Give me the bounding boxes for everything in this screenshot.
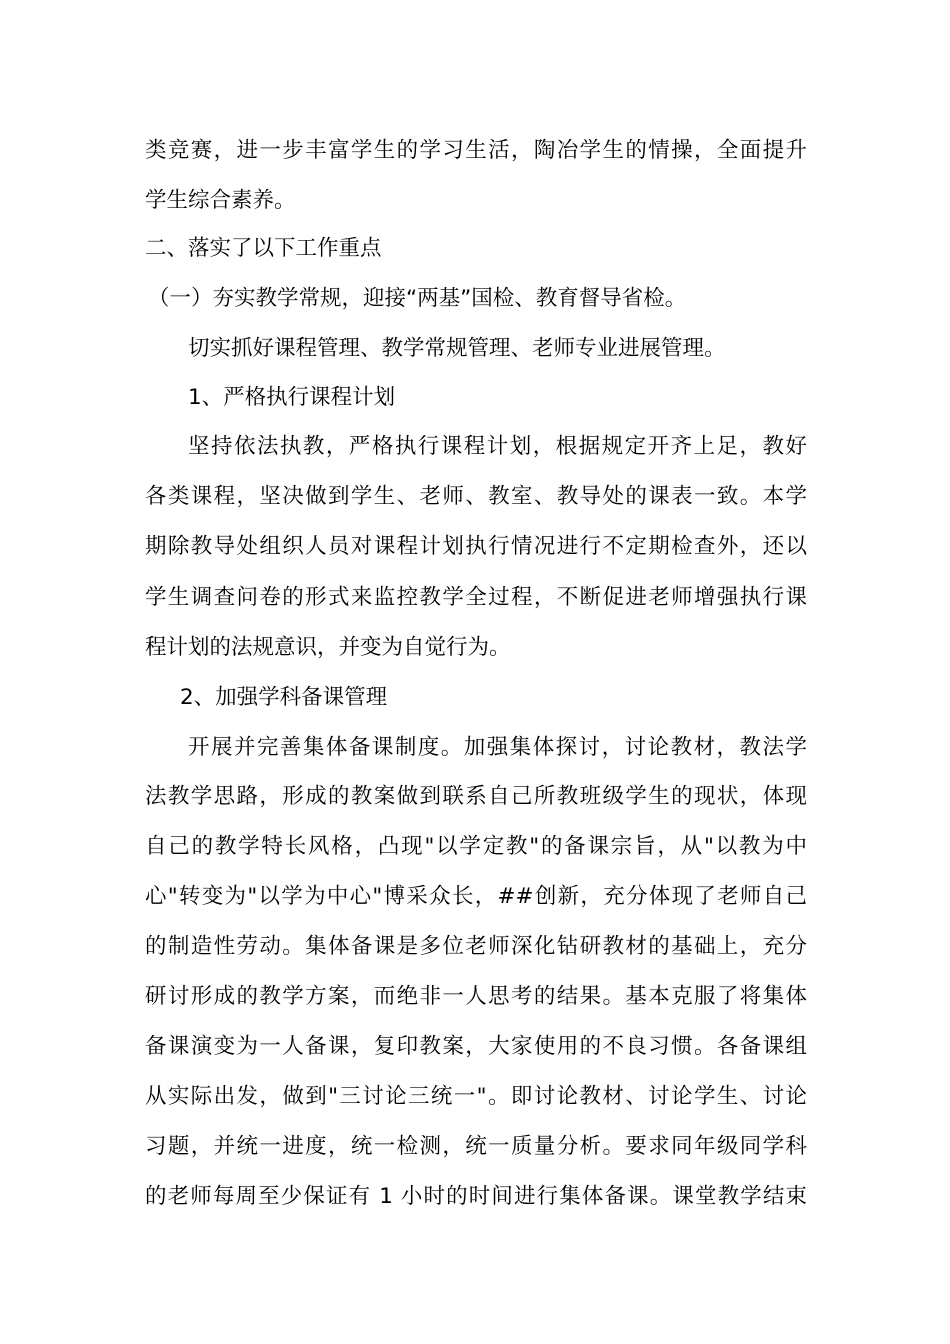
text-line: 坚持依法执教，严格执行课程计划，根据规定开齐上足，教好: [188, 434, 807, 459]
text-line: 的制造性劳动。集体备课是多位老师深化钻研教材的基础上，充分: [145, 934, 807, 959]
text-line: 程计划的法规意识，并变为自觉行为。: [145, 635, 511, 660]
text-line: 学生调查问卷的形式来监控教学全过程，不断促进老师增强执行课: [145, 585, 807, 610]
text-line: 习题，并统一进度，统一检测，统一质量分析。要求同年级同学科: [145, 1134, 807, 1159]
text-line: 从实际出发，做到"三讨论三统一"。即讨论教材、讨论学生、讨论: [145, 1084, 807, 1109]
text-line: 期除教导处组织人员对课程计划执行情况进行不定期检查外，还以: [145, 534, 807, 559]
text-line: 学生综合素养。: [145, 188, 296, 213]
text-line: 切实抓好课程管理、教学常规管理、老师专业进展管理。: [188, 336, 726, 361]
text-line: 备课演变为一人备课，复印教案，大家使用的不良习惯。各备课组: [145, 1034, 807, 1059]
item-heading: 1、严格执行课程计划: [188, 385, 396, 410]
text-line: 各类课程，坚决做到学生、老师、教室、教导处的课表一致。本学: [145, 484, 807, 509]
section-heading: 二、落实了以下工作重点: [145, 236, 382, 261]
item-heading: 2、加强学科备课管理: [180, 685, 388, 710]
subsection-heading: （一）夯实教学常规，迎接“两基”国检、教育督导省检。: [148, 286, 687, 311]
text-line: 研讨形成的教学方案，而绝非一人思考的结果。基本克服了将集体: [145, 984, 807, 1009]
text-line: 开展并完善集体备课制度。加强集体探讨，讨论教材，教法学: [188, 735, 807, 760]
text-line: 心"转变为"以学为中心"博采众长，##创新，充分体现了老师自己: [145, 884, 807, 909]
text-line: 自己的教学特长风格，凸现"以学定教"的备课宗旨，从"以教为中: [145, 834, 807, 859]
text-line: 类竞赛，进一步丰富学生的学习生活，陶冶学生的情操，全面提升: [145, 138, 807, 163]
text-line: 法教学思路，形成的教案做到联系自己所教班级学生的现状，体现: [145, 784, 807, 809]
text-line: 的老师每周至少保证有 1 小时的时间进行集体备课。课堂教学结束: [145, 1184, 807, 1209]
